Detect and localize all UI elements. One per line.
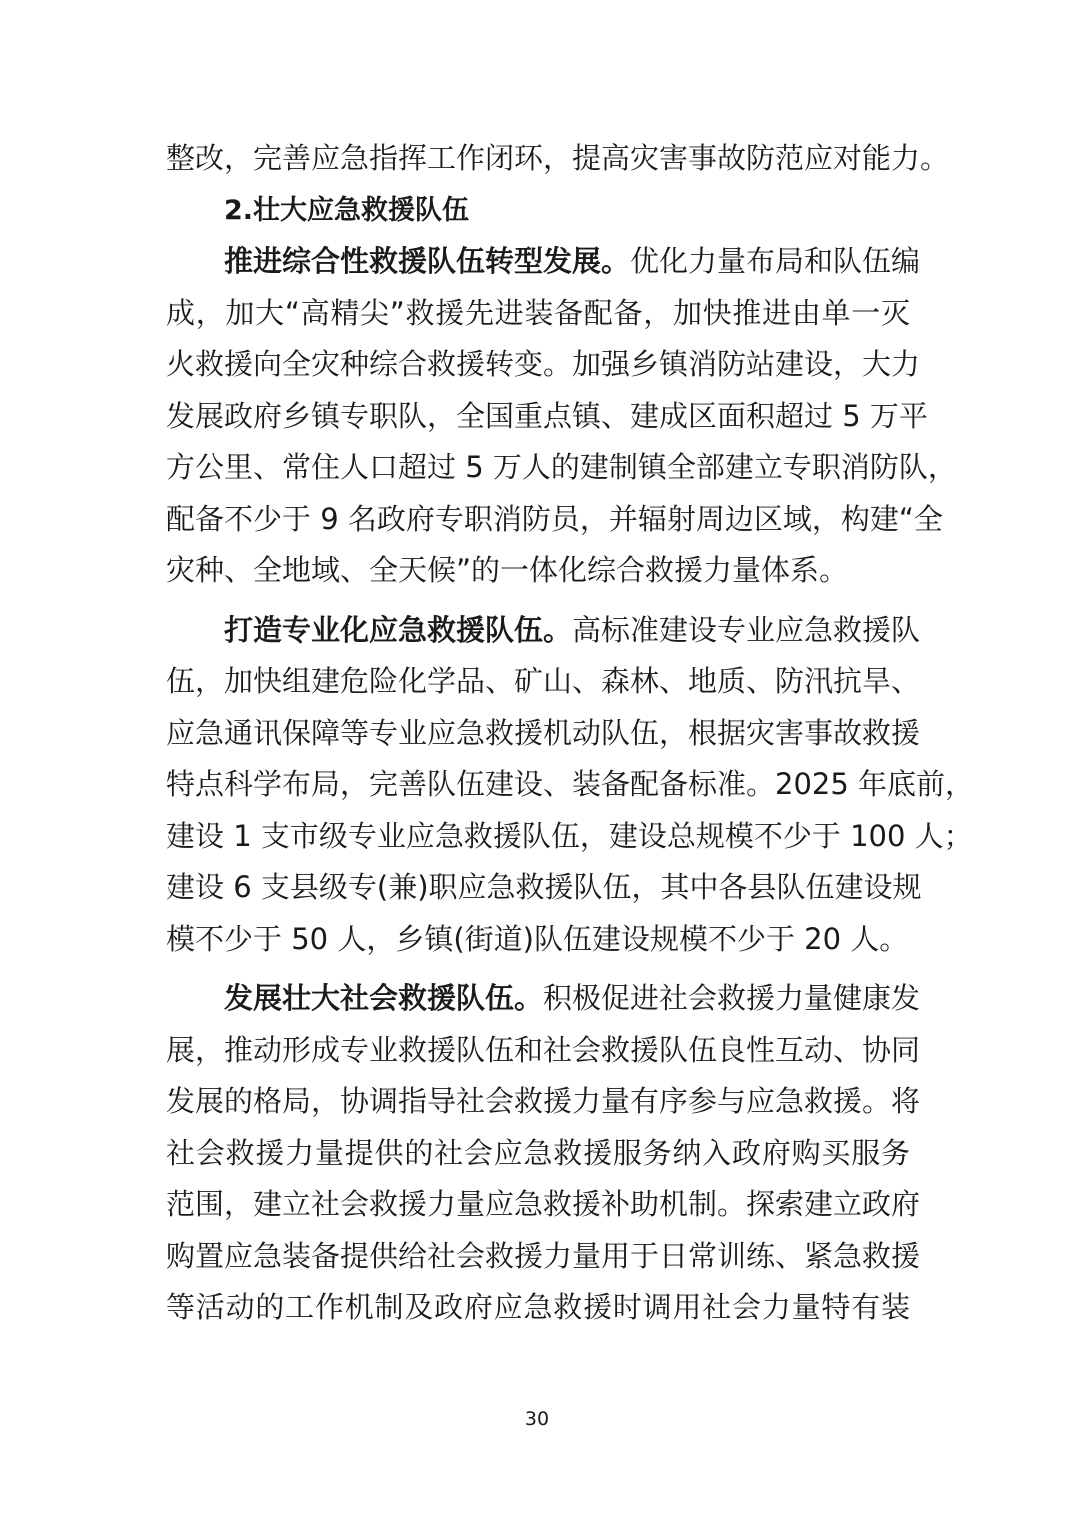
text-line: 模不少于 50 人，乡镇(街道)队伍建设规模不少于 20 人。 [166,921,909,956]
text-line: 购置应急装备提供给社会救援力量用于日常训练、紧急救援 [166,1238,921,1273]
text-line: 建设 1 支市级专业应急救援队伍，建设总规模不少于 100 人； [166,818,973,853]
paragraph-text: 优化力量布局和队伍编 [630,244,921,278]
text-line: 范围，建立社会救援力量应急救援补助机制。探索建立政府 [166,1187,921,1221]
document-body [166,133,975,1334]
paragraph-social-rescue [166,973,921,1334]
text-line: 伍，加快组建危险化学品、矿山、森林、地质、防汛抗旱、 [166,664,921,698]
paragraph-first-line [166,973,921,1025]
paragraph-comprehensive-rescue [166,236,957,597]
paragraph-first-line [166,236,921,288]
text-line: 整改，完善应急指挥工作闭环，提高灾害事故防范应对能力。 [166,141,950,175]
paragraph-lead: 推进综合性救援队伍转型发展。 [224,244,631,278]
paragraph-lead: 打造专业化应急救援队伍。 [224,612,573,647]
paragraph-text: 高标准建设专业应急救援队 [572,612,921,647]
section-heading: 2.壮大应急救援队伍 [224,194,470,226]
text-line: 展，推动形成专业救援队伍和社会救援队伍良性互动、协同 [166,1032,921,1067]
text-line: 社会救援力量提供的社会应急救援服务纳入政府购买服务 [166,1135,910,1170]
text-line: 发展政府乡镇专职队，全国重点镇、建成区面积超过 5 万平 [166,398,928,433]
text-line: 方公里、常住人口超过 5 万人的建制镇全部建立专职消防队， [166,450,957,484]
page-number: 30 [524,1408,550,1430]
text-line: 应急通讯保障等专业应急救援机动队伍，根据灾害事故救援 [166,715,921,750]
paragraph-first-line [166,605,921,657]
text-line: 配备不少于 9 名政府专职消防员，并辐射周边区域，构建“全 [166,501,943,536]
text-line: 成，加大“高精尖”救援先进装备配备，加快推进由单一灭 [166,295,910,330]
text-line: 建设 6 支县级专(兼)职应急救援队伍，其中各县队伍建设规 [166,870,922,904]
text-line: 特点科学布局，完善队伍建设、装备配备标准。2025 年底前， [166,767,975,801]
text-line: 发展的格局，协调指导社会救援力量有序参与应急救援。将 [166,1084,921,1118]
text-line: 等活动的工作机制及政府应急救援时调用社会力量特有装 [166,1290,910,1324]
paragraph-lead: 发展壮大社会救援队伍。 [224,981,544,1015]
paragraph-text: 积极促进社会救援力量健康发 [543,981,921,1015]
text-line: 灾种、全地域、全天候”的一体化综合救援力量体系。 [166,553,849,587]
text-line: 火救援向全灾种综合救援转变。加强乡镇消防站建设，大力 [166,347,921,381]
paragraph-professional-rescue [166,605,975,966]
